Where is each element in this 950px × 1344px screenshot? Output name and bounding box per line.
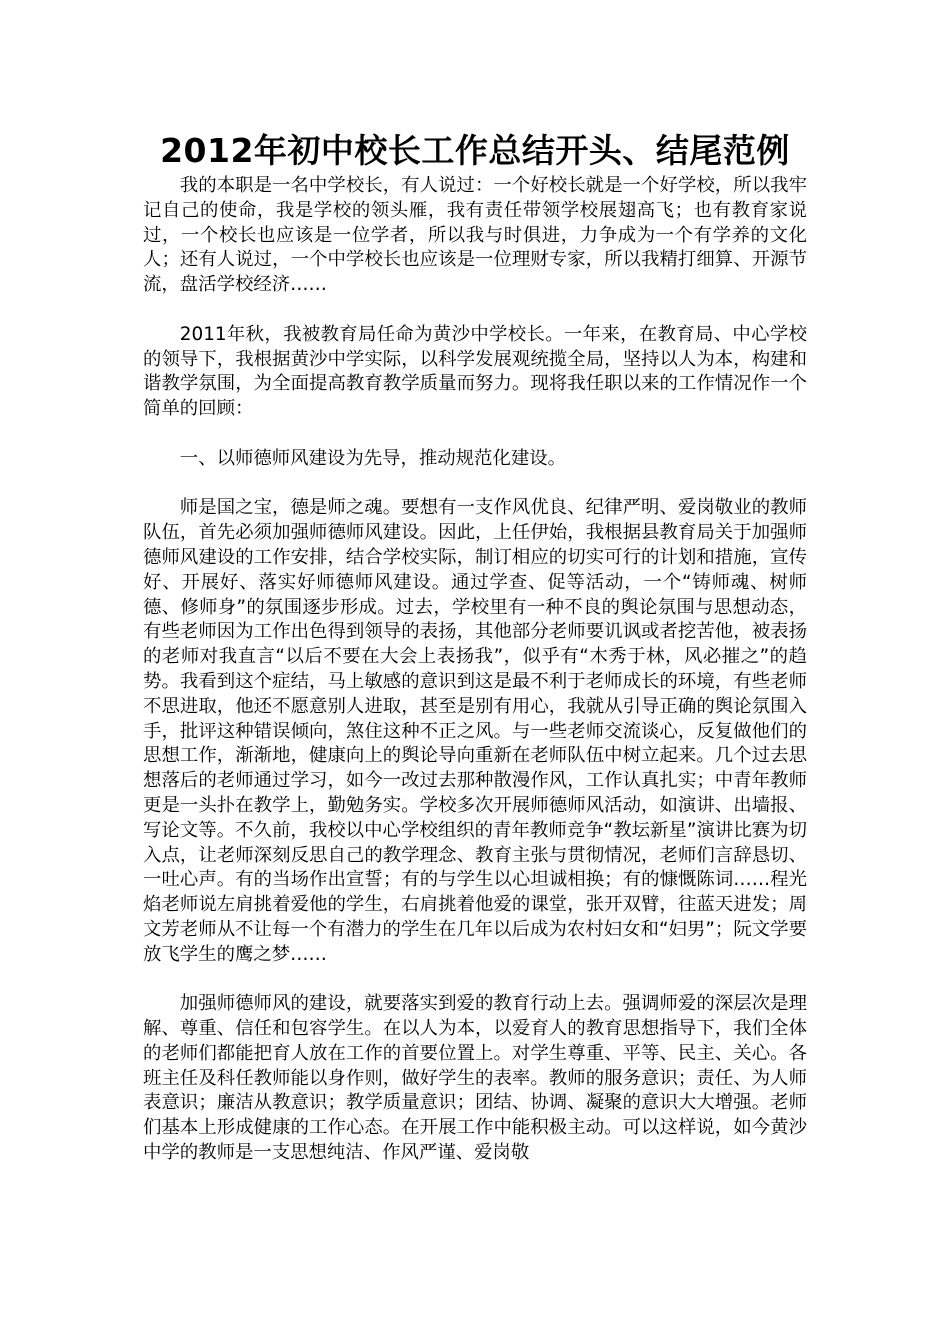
paragraph-intro: 我的本职是一名中学校长，有人说过：一个好校长就是一个好学校，所以我牢记自己的使命，我是学校的领头雁，我有责任带领学校展翅高飞；也有教育家说过，一个校长也应该是一位学者，所以我与时俱进，力争成为一个有学养的文化人；还有人说过，一个中学校长也应该是一位理财专家，所以我精打细算、开源节流，盘活学校经济…… — [143, 175, 807, 296]
paragraph-love-education: 加强师德师风的建设，就要落实到爱的教育行动上去。强调师爱的深层次是理解、尊重、信任和包容学生。在以人为本，以爱育人的教育思想指导下，我们全体的老师们都能把育人放在工作的首要位置上。对学生尊重、平等、民主、关心。各班主任及科任教师能以身作则，做好学生的表率。教师的服务意识；责任、为人师表意识；廉洁从教意识；教学质量意识；团结、协调、凝聚的意识大大增强。老师们基本上形成健康的工作心态。在开展工作中能积极主动。可以这样说，如今黄沙中学的教师是一支思想纯洁、作风严谨、爱岗敬 — [143, 993, 807, 1164]
paragraph-appointment: 2011年秋，我被教育局任命为黄沙中学校长。一年来，在教育局、中心学校的领导下，我根据黄沙中学实际，以科学发展观统揽全局，坚持以人为本，构建和谐教学氛围，为全面提高教育教学质量而努力。现将我任职以来的工作情况作一个简单的回顾： — [143, 323, 807, 420]
section-heading-1: 一、以师德师风建设为先导，推动规范化建设。 — [179, 447, 567, 469]
document-body — [143, 174, 807, 1191]
paragraph-ethics: 师是国之宝，德是师之魂。要想有一支作风优良、纪律严明、爱岗敬业的教师队伍，首先必须加强师德师风建设。因此，上任伊始，我根据县教育局关于加强师德师风建设的工作安排，结合学校实际，制订相应的切实可行的计划和措施，宣传好、开展好、落实好师德师风建设。通过学查、促等活动，一个“铸师魂、树师德、修师身”的氛围逐步形成。过去，学校里有一种不良的舆论氛围与思想动态，有些老师因为工作出色得到领导的表扬，其他部分老师要讥讽或者挖苦他，被表扬的老师对我直言“以后不要在大会上表扬我”，似乎有“木秀于林，风必摧之”的趋势。我看到这个症结，马上敏感的意识到这是最不利于老师成长的环境，有些老师不思进取，他还不愿意别人进取，甚至是别有用心，我就从引导正确的舆论氛围入手，批评这种错误倾向，煞住这种不正之风。与一些老师交流谈心，反复做他们的思想工作，渐渐地，健康向上的舆论导向重新在老师队伍中树立起来。几个过去思想落后的老师通过学习，如今一改过去那种散漫作风，工作认真扎实；中青年教师更是一头扑在教学上，勤勉务实。学校多次开展师德师风活动，如演讲、出墙报、写论文等。不久前，我校以中心学校组织的青年教师竞争“教坛新星”演讲比赛为切入点，让老师深刻反思自己的教学理念、教育主张与贯彻情况，老师们言辞恳切、一吐心声。有的当场作出宣誓；有的与学生以心坦诚相换；有的慷慨陈词……程光焰老师说左肩挑着爱他的学生，右肩挑着他爱的课堂，张开双臂，往蓝天进发；周文芳老师从不让每一个有潜力的学生在几年以后成为农村妇女和“妇男”；阮文学要放飞学生的鹰之梦…… — [143, 497, 807, 965]
document-title: 2012年初中校长工作总结开头、结尾范例 — [160, 131, 790, 170]
